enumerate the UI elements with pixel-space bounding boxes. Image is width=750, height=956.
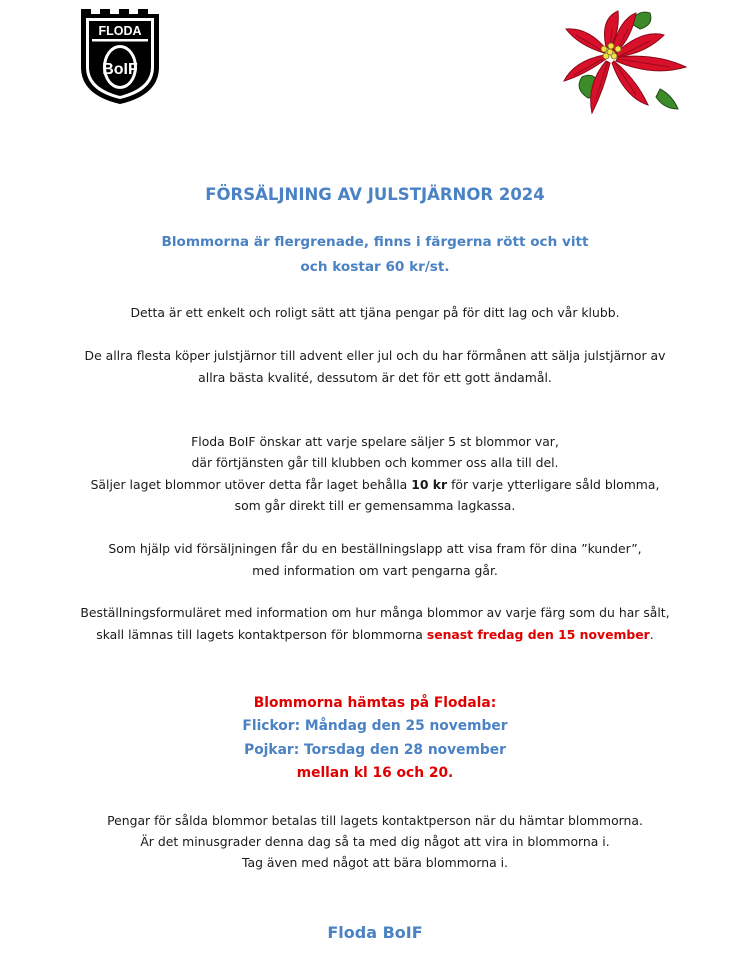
payment-line-3: Tag även med något att bära blommorna i. [241, 855, 509, 870]
intro-text: Detta är ett enkelt och roligt sätt att tjäna pengar på för ditt lag och vår klubb. [130, 305, 620, 320]
pickup-heading: Blommorna hämtas på Flodala: [253, 695, 497, 711]
logo-monogram: BoIF [102, 61, 138, 78]
page-title: FÖRSÄLJNING AV JULSTJÄRNOR 2024 [205, 185, 545, 204]
goal-line-1: Floda BoIF önskar att varje spelare säljer 5 st blommor var, [191, 434, 559, 449]
form-line-2-pre: skall lämnas till lagets kontaktperson för blommorna [96, 627, 427, 642]
form-line-2-post: . [649, 627, 654, 642]
subtitle-line-1: Blommorna är flergrenade, finns i färgerna rött och vitt [161, 234, 589, 250]
advent-line-2: allra bästa kvalité, dessutom är det för ett gott ändamål. [198, 370, 552, 385]
pickup-boys: Pojkar: Torsdag den 28 november [244, 742, 506, 758]
payment-line-1: Pengar för sålda blommor betalas till lagets kontaktperson när du hämtar blommorna. [107, 813, 643, 828]
goal-amount: 10 kr [411, 477, 448, 492]
help-line-2: med information om vart pengarna går. [252, 563, 498, 578]
goal-line-3 [0, 474, 750, 496]
logo-text: FLODA [98, 24, 142, 38]
help-line-1: Som hjälp vid försäljningen får du en beställningslapp att visa fram för dina ”kunder”, [108, 541, 642, 556]
goal-line-3-pre: Säljer laget blommor utöver detta får laget behålla [90, 477, 412, 492]
floda-boif-logo [78, 5, 162, 106]
payment-line-2: Är det minusgrader denna dag så ta med dig något att vira in blommorna i. [140, 834, 610, 849]
goal-line-3-post: för varje ytterligare såld blomma, [447, 477, 660, 492]
advent-line-1: De allra flesta köper julstjärnor till advent eller jul och du har förmånen att sälja julstjärnor av [84, 348, 666, 363]
goal-line-2: där förtjänsten går till klubben och kommer oss alla till del. [191, 455, 559, 470]
poinsettia-icon [560, 5, 692, 119]
deadline-text: senast fredag den 15 november [426, 627, 650, 642]
signature: Floda BoIF [327, 923, 423, 942]
pickup-girls: Flickor: Måndag den 25 november [242, 718, 508, 734]
pickup-time: mellan kl 16 och 20. [296, 765, 454, 781]
goal-line-4: som går direkt till er gemensamma lagkassa. [234, 498, 516, 513]
form-line-2 [0, 624, 750, 646]
subtitle-line-2: och kostar 60 kr/st. [300, 259, 450, 275]
form-line-1: Beställningsformuläret med information om hur många blommor av varje färg som du har sålt, [80, 605, 670, 620]
